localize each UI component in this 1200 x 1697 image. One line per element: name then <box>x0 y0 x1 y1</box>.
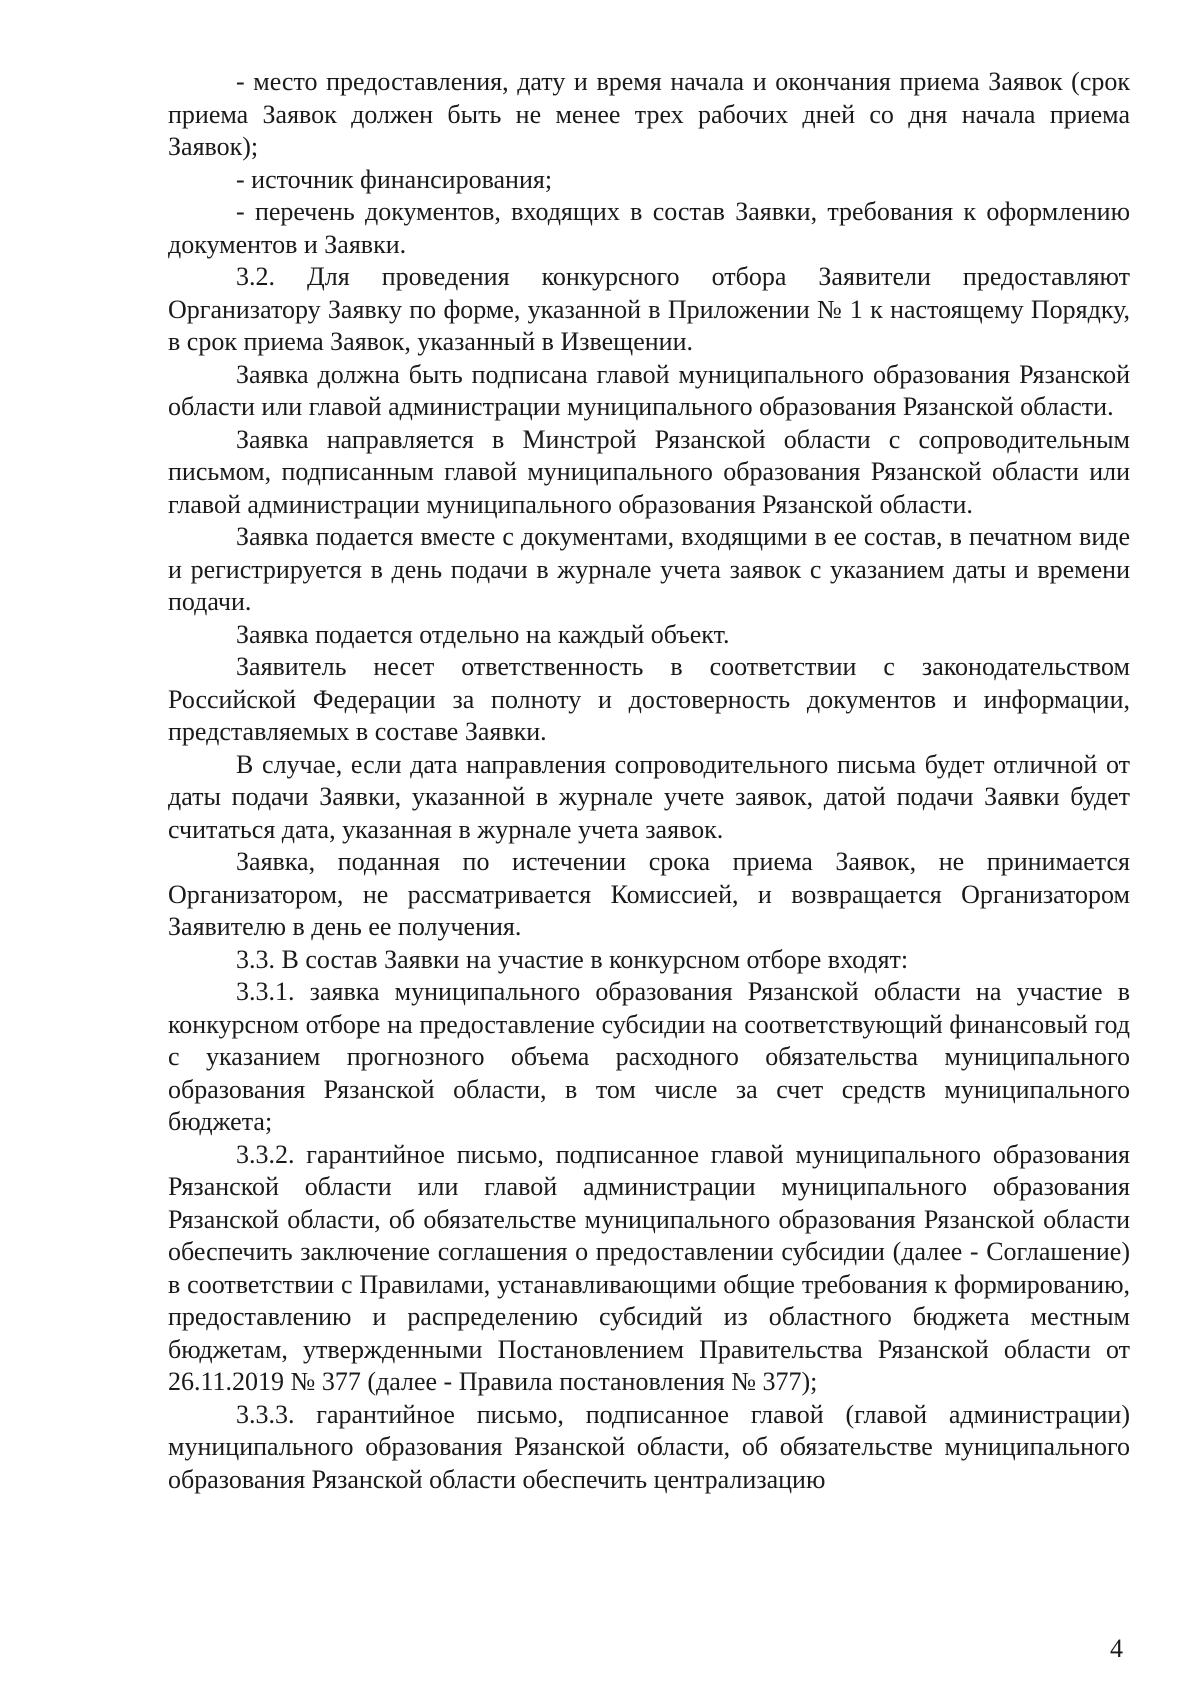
paragraph-registration: Заявка подается вместе с документами, входящими в ее состав, в печатном виде и регистрируется в день подачи в журнале учета заявок с указанием даты и времени подачи. <box>168 522 1130 616</box>
paragraph-application-place: - место предоставления, дату и время начала и окончания приема Заявок (срок приема Заявок должен быть не менее трех рабочих дней со дня начала приема Заявок); <box>168 67 1130 161</box>
paragraph-cover-letter: Заявка направляется в Минстрой Рязанской области с сопроводительным письмом, подписанным главой муниципального образования Рязанской области или главой администрации муниципального образования Рязанской области. <box>168 424 1130 519</box>
paragraph-3-3: 3.3. В состав Заявки на участие в конкурсном отборе входят: <box>236 944 909 974</box>
page-number: 4 <box>1110 1634 1123 1663</box>
paragraph-3-2: 3.2. Для проведения конкурсного отбора Заявители предоставляют Организатору Заявку по форме, указанной в Приложении № 1 к настоящему Порядку, в срок приема Заявок, указанный в Извещении. <box>168 262 1130 356</box>
paragraph-3-3-3: 3.3.3. гарантийное письмо, подписанное главой (главой администрации) муниципального образования Рязанской области, об обязательстве муниципального образования Рязанской области обеспечить централизацию <box>168 1399 1130 1494</box>
paragraph-3-3-1: 3.3.1. заявка муниципального образования Рязанской области на участие в конкурсном отборе на предоставление субсидии на соответствующий финансовый год с указанием прогнозного объема расходного обязательства муниципального образования Рязанской области, в том числе за счет средств муниципального бюджета; <box>168 977 1130 1136</box>
paragraph-signature: Заявка должна быть подписана главой муниципального образования Рязанской области или главой администрации муниципального образования Рязанской области. <box>168 359 1130 421</box>
paragraph-funding-source: - источник финансирования; <box>236 164 553 194</box>
paragraph-3-3-2: 3.3.2. гарантийное письмо, подписанное главой муниципального образования Рязанской области или главой администрации муниципального образования Рязанской области, об обязательстве муниципального образования Рязанской области обеспечить заключение соглашения о предоставлении субсидии (далее - Соглашение) в соответствии с Правилами, устанавливающими общие требования к формированию, предоставлению и распределению субсидий из областного бюджета местным бюджетам, утвержденными Постановлением Правительства Рязанской области от 26.11.2019 № 377 (далее - Правила постановления № 377); <box>168 1139 1130 1396</box>
document-body <box>168 66 1130 1496</box>
paragraph-per-object: Заявка подается отдельно на каждый объект. <box>236 619 730 649</box>
paragraph-submission-date: В случае, если дата направления сопроводительного письма будет отличной от даты подачи Заявки, указанной в журнале учете заявок, датой подачи Заявки будет считаться дата, указанная в журнале учета заявок. <box>168 749 1130 844</box>
paragraph-responsibility: Заявитель несет ответственность в соответствии с законодательством Российской Федерации за полноту и достоверность документов и информации, представляемых в составе Заявки. <box>168 652 1130 746</box>
paragraph-document-list: - перечень документов, входящих в состав Заявки, требования к оформлению документов и Заявки. <box>168 197 1130 259</box>
paragraph-late-application: Заявка, поданная по истечении срока приема Заявок, не принимается Организатором, не рассматривается Комиссией, и возвращается Организатором Заявителю в день ее получения. <box>168 847 1130 941</box>
